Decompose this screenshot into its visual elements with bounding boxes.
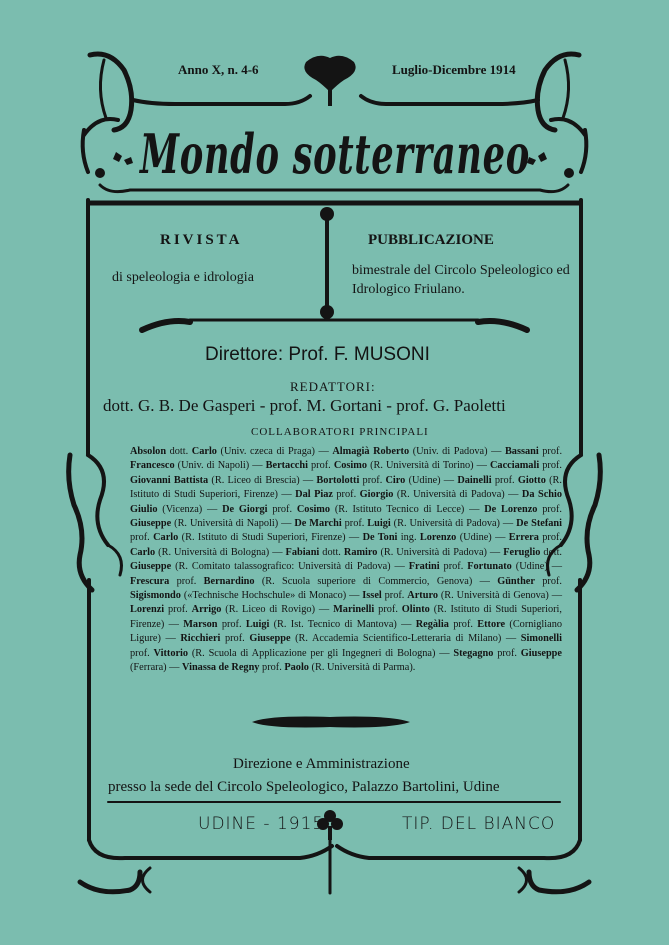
collaborator-entry — [130, 446, 332, 457]
collaborator-firstname: Giuseppe — [130, 561, 172, 573]
collaborator-surname: Stegagno — [453, 647, 494, 659]
collaborator-entry — [222, 504, 484, 515]
administration-address: presso la sede del Circolo Speleologico, Palazzo Bartolini, Udine — [108, 779, 500, 795]
collaborator-affiliation: (R. Università di Genova) — — [437, 590, 562, 602]
collaborator-surname: Frescura — [130, 575, 170, 587]
collaborator-title: prof. — [539, 460, 562, 472]
collaborator-affiliation: (Univ. di Napoli) — — [174, 460, 266, 472]
collaborator-title: prof. — [538, 446, 563, 457]
collaborator-affiliation: (R. Scuola di Applicazione per gli Ingegneri di Bologna) — — [188, 647, 454, 659]
flower-sprig-icon — [113, 152, 133, 165]
collaborator-surname: Da Schio — [521, 489, 562, 501]
collaborator-surname: De Stefani — [516, 518, 562, 530]
collaborator-affiliation: (Univ. di Padova) — — [409, 446, 505, 457]
collaborator-affiliation: (R. Università di Parma). — [308, 662, 416, 674]
collaborator-affiliation: (Vicenza) — — [157, 503, 223, 515]
collaborator-firstname: Bernardino — [203, 575, 255, 587]
collaborator-entry — [363, 532, 509, 543]
collaborator-title: prof. — [332, 489, 360, 501]
collaborator-firstname: Giuseppe — [130, 518, 172, 530]
collaborator-firstname: Vittorio — [153, 647, 189, 659]
collaborator-firstname: Luigi — [245, 618, 270, 630]
collaborator-affiliation: (Ferrara) — — [130, 662, 183, 674]
collaborator-affiliation: (Udine) — — [511, 561, 563, 573]
collaborator-surname: Regàlia — [415, 618, 449, 630]
collaborator-title: prof. — [259, 662, 285, 674]
collaborator-affiliation: (R. Accademia Scientifico-Letteraria di Milano) — — [290, 633, 521, 645]
collaborator-entry — [183, 619, 416, 630]
collaborator-firstname: Luigi — [367, 518, 391, 530]
collaborator-title: dott. — [319, 546, 344, 558]
collaborator-surname: Fabiani — [285, 546, 320, 558]
collaborator-surname: Vinassa de Regny — [182, 662, 260, 674]
collaborator-entry — [130, 604, 333, 615]
collaborator-firstname: Giulio — [130, 503, 158, 515]
collaborator-affiliation: (R. Università di Napoli) — — [171, 518, 295, 530]
collaborator-affiliation: (R. Università di Padova) — — [377, 546, 504, 558]
collaborator-firstname: Roberto — [373, 446, 410, 457]
collaborator-firstname: Olinto — [401, 604, 430, 616]
collaborator-surname: De Marchi — [294, 518, 342, 530]
collaborator-entry — [332, 446, 505, 457]
collaborator-affiliation: (R. Università di Padova) — — [393, 489, 522, 501]
collaborator-title: prof. — [307, 460, 334, 472]
collaborator-firstname: Giorgio — [359, 489, 394, 501]
collaborator-affiliation: (R. Università di Torino) — — [367, 460, 490, 472]
collaborator-surname: Bortolotti — [316, 474, 360, 486]
collaborator-title: prof. — [359, 474, 386, 486]
collaborator-firstname: Giovanni Battista — [130, 474, 209, 486]
collaborator-title: prof. — [493, 647, 521, 659]
collaborator-entry — [130, 576, 497, 587]
collaborator-surname: Feruglio — [503, 546, 541, 558]
collaborator-firstname: Carlo — [153, 532, 179, 544]
collaborator-surname: Fratini — [408, 561, 440, 573]
left-panel-heading: RIVISTA — [160, 232, 243, 248]
collaborator-title: prof. — [341, 518, 368, 530]
collaborator-firstname: Giuseppe — [249, 633, 291, 645]
collaborator-affiliation: (R. Istituto di Studi Superiori, Firenze) — — [130, 604, 562, 630]
collaborator-affiliation: (R. Istituto di Studi Superiori, Firenze) — — [130, 474, 562, 501]
collaborator-title: prof. — [538, 532, 562, 544]
footer-place-year: UDINE - 1915 — [198, 814, 325, 834]
collaborator-affiliation: (R. Liceo di Rovigo) — — [221, 604, 334, 616]
page-title: Mondo sotterraneo — [140, 122, 530, 186]
collaborator-surname: Simonelli — [520, 633, 562, 645]
collaborator-entry — [286, 547, 504, 558]
collaborator-title: dott. — [540, 546, 563, 558]
collaborator-title: prof. — [267, 503, 297, 515]
collaborator-affiliation: (R. Istituto Tecnico di Lecce) — — [330, 503, 485, 515]
collaborator-surname: Bertacchi — [265, 460, 308, 472]
collaborator-title: prof. — [374, 604, 402, 616]
collaborator-surname: Lorenzi — [130, 604, 165, 616]
collaborator-firstname: Cosimo — [333, 460, 367, 472]
collaborator-surname: Marinelli — [333, 604, 375, 616]
collaborator-affiliation: (R. Istituto di Studi Superiori, Firenze) — — [178, 532, 363, 544]
director-line: Direttore: Prof. F. MUSONI — [205, 344, 430, 365]
collaborator-title: prof. — [439, 561, 468, 573]
collaborator-entry — [294, 518, 516, 529]
collaborator-surname: Absolon — [130, 446, 167, 457]
collaborator-title: prof. — [217, 618, 246, 630]
collaborator-entry — [316, 475, 457, 486]
collaborator-affiliation: (R. Ist. Tecnico di Mantova) — — [269, 618, 416, 630]
collaborator-firstname: Ettore — [477, 618, 506, 630]
collaborator-firstname: Lorenzo — [419, 532, 457, 544]
right-panel-subtitle: bimestrale del Circolo Speleologico ed Idrologico Friulano. — [352, 263, 570, 297]
collaborator-surname: De Giorgi — [222, 503, 268, 515]
collaborators-list — [130, 445, 562, 676]
collaborator-affiliation: (R. Liceo di Brescia) — — [208, 474, 317, 486]
collaborator-entry — [362, 590, 562, 601]
collaborator-firstname: Francesco — [130, 460, 175, 472]
collaborator-surname: De Toni — [362, 532, 398, 544]
collaborator-title: ing. — [397, 532, 420, 544]
collaborator-firstname: Arrigo — [191, 604, 222, 616]
collaborator-surname: De Lorenzo — [484, 503, 538, 515]
collaborator-firstname: Carlo — [191, 446, 217, 457]
issue-number: Anno X, n. 4-6 — [178, 62, 259, 77]
collaborator-entry — [409, 561, 562, 572]
issue-period: Luglio-Dicembre 1914 — [392, 62, 516, 77]
right-panel-heading: PUBBLICAZIONE — [368, 232, 494, 248]
collaborator-title: prof. — [130, 647, 154, 659]
collaborator-entry — [182, 662, 415, 673]
collaborator-affiliation: (R. Università di Padova) — — [390, 518, 517, 530]
footer-printer: TIP. DEL BIANCO — [402, 814, 556, 834]
collaborator-affiliation: (R. Università di Bologna) — — [155, 546, 286, 558]
collaborator-firstname: Paolo — [284, 662, 309, 674]
collaborator-surname: Bassani — [504, 446, 539, 457]
collaborator-title: prof. — [169, 575, 204, 587]
collaborator-firstname: Arturo — [407, 590, 438, 602]
collaborator-title: prof. — [537, 503, 562, 515]
collaborator-title: prof. — [130, 532, 154, 544]
collaborator-title: prof. — [448, 618, 478, 630]
flower-sprig-icon — [527, 152, 547, 165]
collaborator-entry — [295, 489, 522, 500]
collaborator-title: prof. — [534, 575, 562, 587]
collaborator-surname: Errera — [508, 532, 539, 544]
collaborator-affiliation: (Univ. czeca di Praga) — — [216, 446, 333, 457]
collaborator-surname: Günther — [497, 575, 535, 587]
collaborator-surname: Marson — [183, 618, 218, 630]
collaborator-title: prof. — [491, 474, 518, 486]
collaborator-affiliation: (Udine) — — [456, 532, 509, 544]
collaborator-surname: Ricchieri — [180, 633, 221, 645]
collaborator-affiliation: (R. Comitato talassografico: Università di Padova) — — [171, 561, 409, 573]
collaborator-affiliation: (Cornigliano Ligure) — — [130, 618, 563, 645]
collaborator-affiliation: (R. Scuola superiore di Commercio, Genova) — — [254, 575, 498, 587]
editors-heading: REDATTORI: — [290, 379, 376, 394]
administration-heading: Direzione e Amministrazione — [233, 756, 410, 772]
collaborator-surname: Dainelli — [457, 474, 492, 486]
collaborator-firstname: Cosimo — [296, 503, 331, 515]
collaborator-surname: Dal Piaz — [295, 489, 333, 501]
collaborator-affiliation: («Technische Hochschule» di Monaco) — — [180, 590, 363, 602]
collaborator-firstname: Giuseppe — [520, 647, 562, 659]
left-panel-subtitle: di speleologia e idrologia — [112, 270, 254, 285]
collaborator-surname: Issel — [362, 590, 382, 602]
collaborator-entry — [266, 460, 490, 471]
editors-line: dott. G. B. De Gasperi - prof. M. Gortani - prof. G. Paoletti — [103, 396, 506, 415]
collaborator-title: prof. — [381, 590, 408, 602]
collaborator-title: prof. — [220, 633, 250, 645]
collaborator-firstname: Ciro — [385, 474, 406, 486]
collaborators-heading: COLLABORATORI PRINCIPALI — [251, 426, 429, 438]
collaborator-title: prof. — [164, 604, 192, 616]
collaborator-firstname: Giotto — [517, 474, 546, 486]
collaborator-firstname: Carlo — [130, 546, 156, 558]
collaborator-entry — [180, 633, 520, 644]
collaborator-surname: Cacciamali — [490, 460, 540, 472]
collaborator-surname: Almagià — [332, 446, 370, 457]
collaborator-affiliation: (Udine) — — [405, 474, 458, 486]
collaborator-title: dott. — [166, 446, 192, 457]
collaborator-firstname: Sigismondo — [130, 590, 181, 602]
collaborator-firstname: Fortunato — [467, 561, 512, 573]
tulip-icon — [304, 56, 355, 92]
collaborator-firstname: Ramiro — [343, 546, 378, 558]
